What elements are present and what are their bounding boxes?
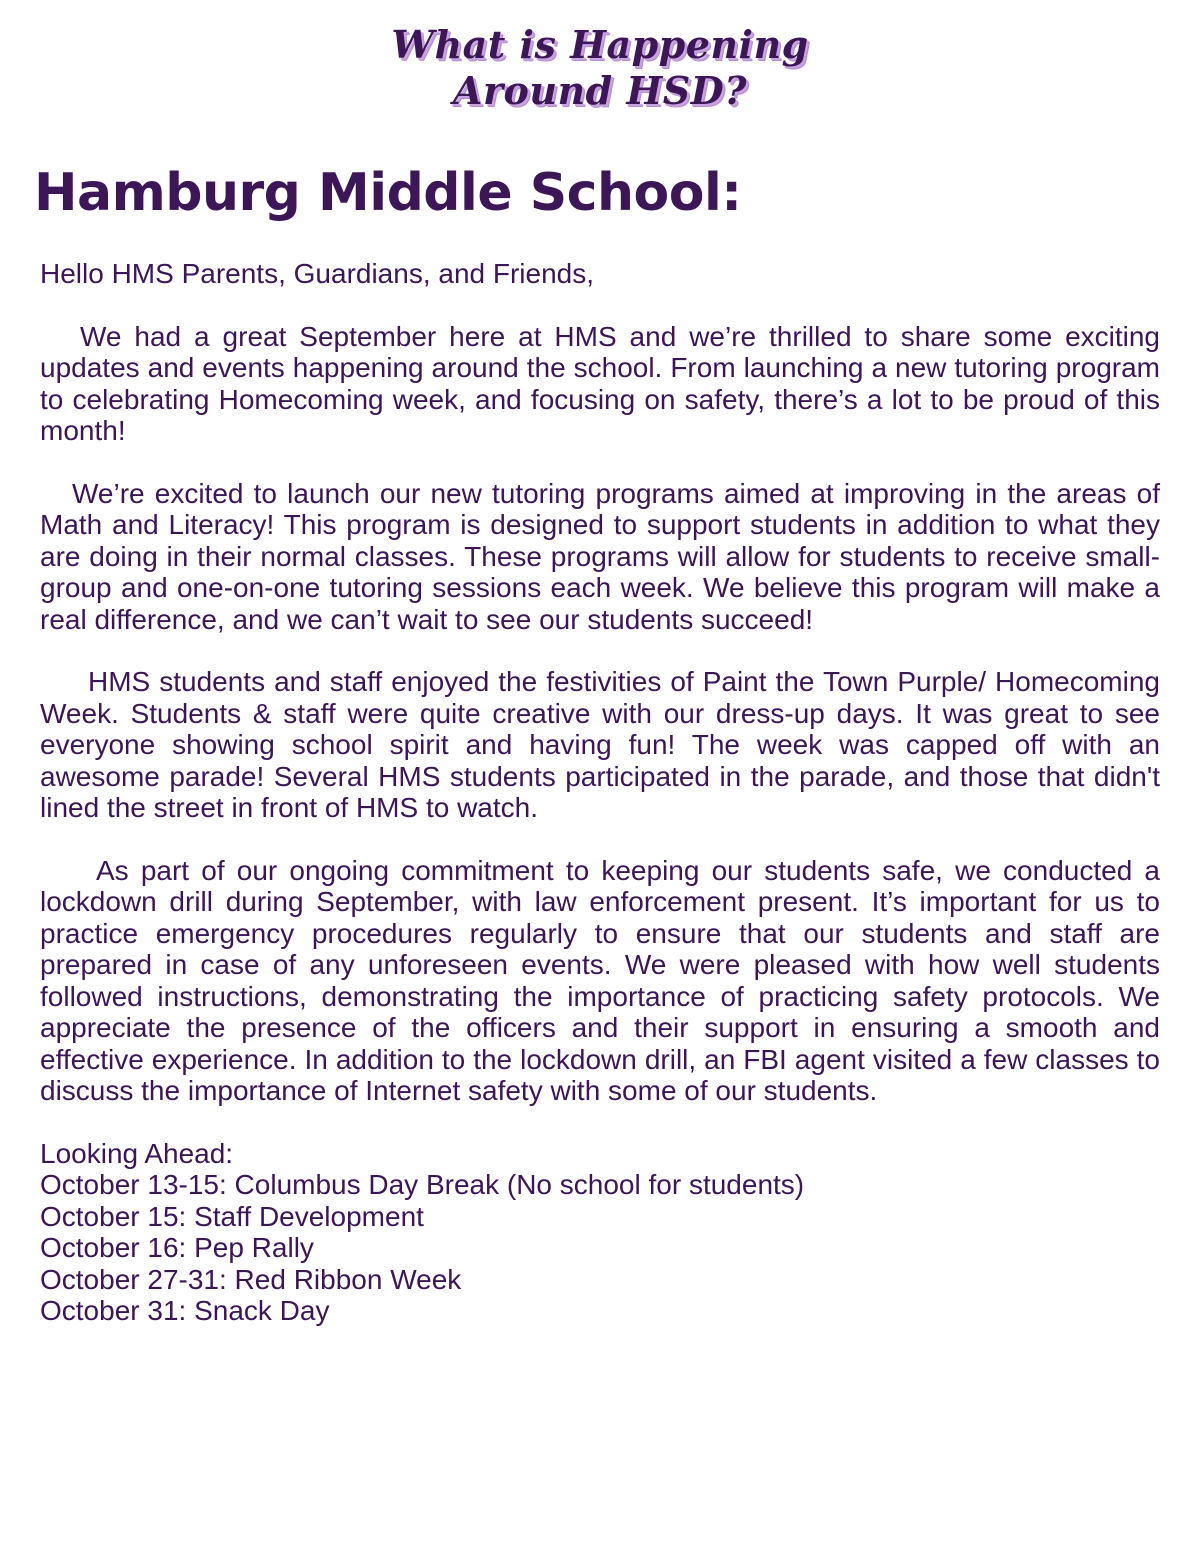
paragraph-safety-drill: As part of our ongoing commitment to keeping our students safe, we conducted a lockdown drill during September, with law enforcement present. It’s important for us to practice emergency procedures regularly to ensure that our students and staff are prepared in case of any unforeseen events. We were pleased with how well students followed instructions, demonstrating the importance of practicing safety protocols. We appreciate the presence of the officers and their support in ensuring a smooth and effective experience. In addition to the lockdown drill, an FBI agent visited a few classes to discuss the importance of Internet safety with some of our students.: [40, 854, 1160, 1106]
school-title: Hamburg Middle School:: [34, 163, 742, 223]
event-item: October 15: Staff Development: [40, 1200, 424, 1232]
looking-ahead-heading: Looking Ahead:: [40, 1137, 234, 1169]
event-item: October 31: Snack Day: [40, 1295, 330, 1326]
event-item: October 16: Pep Rally: [40, 1232, 314, 1263]
looking-ahead-section: [40, 1138, 1160, 1327]
header-title-line-2: Around HSD?: [453, 68, 747, 113]
paragraph-september-intro: We had a great September here at HMS and we’re thrilled to share some exciting updates and events happening around the school. From launching a new tutoring program to celebrating Homecoming week, and focusing on safety, there’s a lot to be proud of this month!: [40, 320, 1160, 446]
paragraph-homecoming-week: HMS students and staff enjoyed the festivities of Paint the Town Purple/ Homecoming Week. Students & staff were quite creative with our dress-up days. It was great to see everyone showing school spirit and having fun! The week was capped off with an awesome parade! Several HMS students participated in the parade, and those that didn't lined the street in front of HMS to watch.: [40, 666, 1160, 823]
paragraph-tutoring-program: We’re excited to launch our new tutoring programs aimed at improving in the areas of Math and Literacy! This program is designed to support students in addition to what they are doing in their normal classes. These programs will allow for students to receive small-group and one-on-one tutoring sessions each week. We believe this program will make a real difference, and we can’t wait to see our students succeed!: [40, 477, 1160, 635]
event-item: October 27-31: Red Ribbon Week: [40, 1263, 462, 1295]
greeting: Hello HMS Parents, Guardians, and Friends,: [40, 258, 595, 289]
header-title-line-1: What is Happening: [391, 22, 809, 67]
newsletter-header: [0, 22, 1200, 114]
newsletter-body: [40, 258, 1160, 1327]
event-item: October 13-15: Columbus Day Break (No school for students): [40, 1169, 805, 1200]
event-list: [40, 1169, 1160, 1327]
